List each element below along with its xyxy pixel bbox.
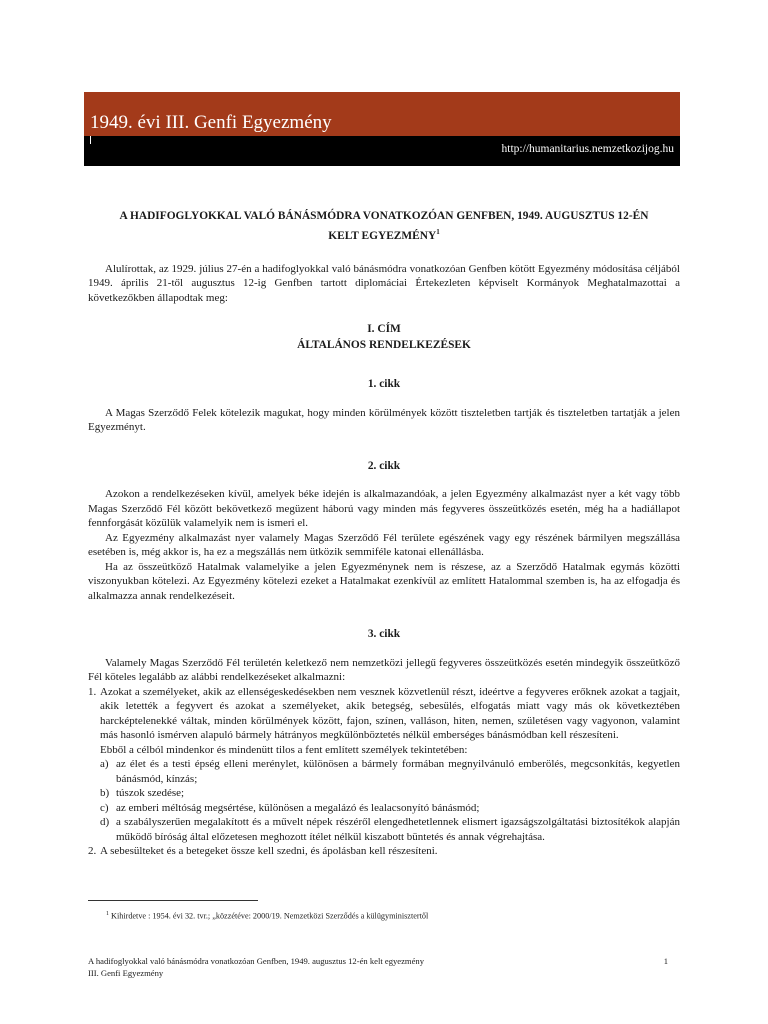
chapter-label: I. CÍM xyxy=(367,323,401,336)
sub-list-item-text: túszok szedése; xyxy=(116,787,185,800)
footer-line-2: III. Genfi Egyezmény xyxy=(88,968,164,978)
list-item xyxy=(88,685,680,845)
sub-list-item xyxy=(100,757,680,786)
article-1-text: A Magas Szerződő Felek kötelezik magukat, hogy minden körülmények között tiszteletben tartják és tiszteletben tartatják a jelen Egyezményt. xyxy=(88,406,680,434)
banner-title: 1949. évi III. Genfi Egyezmény xyxy=(90,112,332,133)
banner-url-bar xyxy=(84,136,680,166)
sub-list-item-marker: b) xyxy=(100,787,110,800)
footer-line-1: A hadifoglyokkal való bánásmódra vonatkozóan Genfben, 1949. augusztus 12-én kelt egyezmény xyxy=(88,956,425,966)
article-2-heading: 2. cikk xyxy=(367,459,401,472)
page-footer xyxy=(88,955,680,979)
banner-title-bar xyxy=(84,92,680,136)
page-number: 1 xyxy=(663,956,668,966)
sub-list-item xyxy=(100,801,680,816)
article-2-paragraph-3: Ha az összeütköző Hatalmak valamelyike a jelen Egyezménynek nem is részese, az a Szerződő Hatalmak egymás közötti viszonyukban kötelezi. Az Egyezmény kötelezi ezeket a Hatalmakat ezenkívül az említett Hatalommal szemben is, ha az elfogadja és alkalmazza annak rendelkezéseit. xyxy=(88,560,680,602)
document-title-line2-text: KELT EGYEZMÉNY xyxy=(328,229,437,242)
footnote-mark: 1 xyxy=(106,911,109,917)
article-1-heading: 1. cikk xyxy=(367,378,401,391)
chapter-title: ÁLTALÁNOS RENDELKEZÉSEK xyxy=(297,339,471,352)
footnote-text: Kihirdetve : 1954. évi 32. tvr.; „közzétéve: 2000/19. Nemzetközi Szerződés a külügyminisztertől xyxy=(109,911,429,921)
sub-list-item-marker: a) xyxy=(100,758,109,771)
sub-list-item-text: a szabályszerűen megalakított és a művelt népek részéről elengedhetetlennek elismert igazságszolgáltatási biztosítékok alapján működő bíróság által előzetesen meghozott ítélet nélkül kiszabott büntetés és annak végrehajtása. xyxy=(116,816,680,843)
list-item-text: Azokat a személyeket, akik az ellenségeskedésekben nem vesznek közvetlenül részt, ideértve a fegyveres erőknek azokat a tagjait, akik letették a fegyvert és azokat a személyeket, akik betegség, sebesülés, elfogatás miatt vagy más ok következtében harcképtelenekké váltak, minden körülmények között, fajon, színen, valláson, hiten, nemen, születésen vagy vagyonon, valamint más hasonló ismérven alapuló bármely hátrányos megkülönböztetés nélkül emberséges bánásmódban kell részesíteni. xyxy=(100,685,680,742)
sub-list-item xyxy=(100,786,680,801)
article-3-intro: Valamely Magas Szerződő Fél területén keletkező nem nemzetközi jellegű fegyveres összeütközés esetén mindegyik összeütköző Fél köteles legalább az alábbi rendelkezéseket alkalmazni: xyxy=(88,656,680,684)
document-title-line2 xyxy=(88,224,680,244)
footnote-reference[interactable]: 1 xyxy=(436,228,440,236)
sub-list-item xyxy=(100,815,680,844)
list-item xyxy=(88,844,680,859)
article-3-list xyxy=(88,685,680,859)
footnote-separator xyxy=(88,900,258,901)
chapter-heading xyxy=(88,321,680,353)
list-item-text: A sebesülteket és a betegeket össze kell szedni, és ápolásban kell részesíteni. xyxy=(100,845,438,858)
list-item-marker: 2. xyxy=(88,845,97,858)
list-item-subintro: Ebből a célból mindenkor és mindenütt tilos a fent említett személyek tekintetében: xyxy=(100,743,468,756)
sub-list-item-text: az emberi méltóság megsértése, különösen a megalázó és lealacsonyító bánásmód; xyxy=(116,801,480,814)
banner-divider-tick xyxy=(90,136,91,144)
footnote xyxy=(106,909,428,922)
document-body xyxy=(88,208,680,859)
article-2-paragraph-2: Az Egyezmény alkalmazást nyer valamely Magas Szerződő Fél területe egészének vagy egy részének bármilyen megszállása esetében is, még akkor is, ha ez a megszállás nem ütközik semmiféle katonai ellenállásba. xyxy=(88,531,680,559)
document-title xyxy=(88,208,680,244)
sub-list-item-marker: c) xyxy=(100,801,109,814)
preamble-paragraph: Alulírottak, az 1929. július 27-én a hadifoglyokkal való bánásmódra vonatkozóan Genfben kötött Egyezmény módosítása céljából 1949. április 21-től augusztus 12-ig Genfben tartott diplomáciai Értekezleten képviselt Kormányok Meghatalmazottai a következőkben állapodtak meg: xyxy=(88,262,680,304)
article-3-heading: 3. cikk xyxy=(367,628,401,641)
document-title-line1: A HADIFOGLYOKKAL VALÓ BÁNÁSMÓDRA VONATKOZÓAN GENFBEN, 1949. AUGUSZTUS 12-ÉN xyxy=(119,210,649,222)
sub-list-item-marker: d) xyxy=(100,816,110,829)
document-banner xyxy=(84,92,680,166)
sub-list-item-text: az élet és a testi épség elleni merénylet, különösen a bármely formában megnyilvánuló emberölés, megcsonkítás, kegyetlen bánásmód, kínzás; xyxy=(116,758,680,785)
article-2-paragraph-1: Azokon a rendelkezéseken kívül, amelyek béke idején is alkalmazandóak, a jelen Egyezmény alkalmazást nyer a két vagy több Magas Szerződő Fél között bekövetkező megüzent háború vagy minden más fegyveres összeütközés esetén, még ha a hadiállapot fennforgását közülük valamelyik nem is ismeri el. xyxy=(88,488,680,530)
source-url-link[interactable]: http://humanitarius.nemzetkozijog.hu xyxy=(501,143,674,155)
list-item-marker: 1. xyxy=(88,685,97,698)
